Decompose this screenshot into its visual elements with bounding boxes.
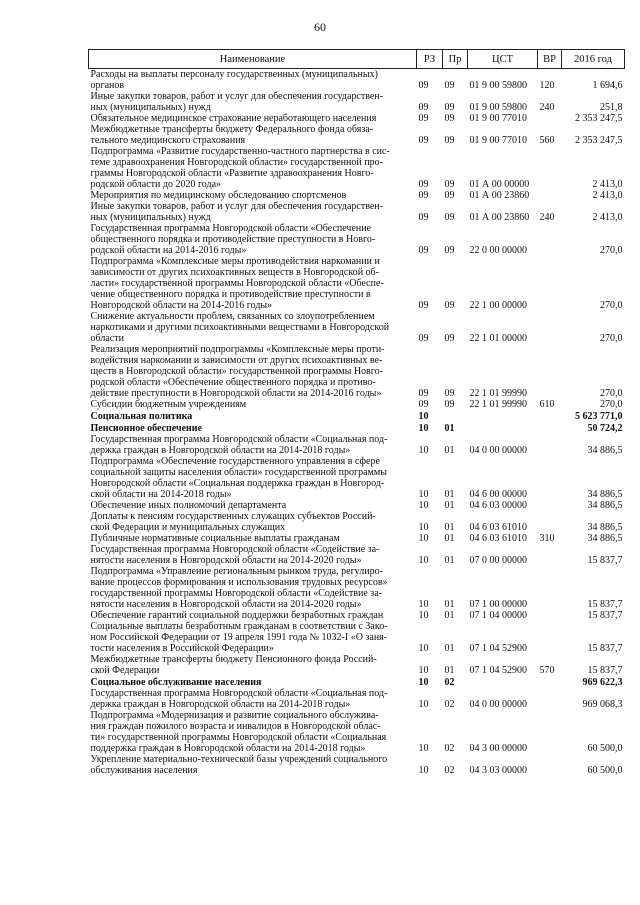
- row-cst: [468, 676, 538, 688]
- row-cst: 04 6 03 00000: [469, 500, 527, 511]
- table-row: [89, 146, 625, 190]
- table-row: [89, 256, 625, 311]
- row-vr: 610: [539, 399, 555, 410]
- row-rz: 09: [418, 102, 429, 113]
- row-rz: 10: [418, 599, 429, 610]
- table-row: [89, 434, 625, 456]
- row-name: Обеспечение гарантий социальной поддержки безработных граждан: [90, 610, 384, 621]
- row-pr: 09: [444, 212, 455, 223]
- column-header-year: 2016 год: [562, 50, 625, 69]
- row-rz: 10: [418, 445, 429, 456]
- row-name: Мероприятия по медицинскому обследованию спортсменов: [90, 190, 347, 201]
- table-row: [89, 456, 625, 500]
- row-vr: [538, 223, 562, 256]
- row-name: Подпрограмма «Комплексные меры противодействия наркомании и зависимости от других психоактивных веществ в Новгородской об- ласти» государственной программы Новгородской области «Обеспе- чение общественного порядка и противодействие преступности в Новгородской области на 2014-2016 годы»: [90, 256, 384, 311]
- row-pr: 02: [444, 677, 455, 688]
- row-amount: 270,0: [600, 245, 623, 256]
- row-pr: 09: [444, 135, 455, 146]
- row-amount: 2 413,0: [592, 179, 623, 190]
- table-row: [89, 311, 625, 344]
- row-name: Подпрограмма «Обеспечение государственного управления в сфере социальной защиты населения области» государственной программы Новгородской области «Социальная поддержка граждан в Новгород- ской области на 2014-2018 годы»: [90, 456, 387, 500]
- row-name: Иные закупки товаров, работ и услуг для обеспечения государствен- ных (муниципальных) нужд: [90, 201, 383, 223]
- row-amount: 969 068,3: [582, 699, 623, 710]
- row-pr: 01: [444, 522, 455, 533]
- row-name: Пенсионное обеспечение: [90, 423, 202, 434]
- row-cst: 04 0 00 00000: [469, 699, 527, 710]
- row-vr: [538, 500, 562, 511]
- row-pr: 09: [444, 388, 455, 399]
- row-pr: 02: [444, 743, 455, 754]
- row-cst: 04 6 00 00000: [469, 489, 527, 500]
- row-name: Государственная программа Новгородской области «Социальная под- держка граждан в Новгородской области на 2014-2018 годы»: [90, 688, 388, 710]
- row-rz: 09: [418, 212, 429, 223]
- table-body: [89, 69, 625, 777]
- table-row: [89, 688, 625, 710]
- row-name: Снижение актуальности проблем, связанных со злоупотреблением наркотиками и другими психоактивными веществами в Новгородской области: [90, 311, 390, 344]
- row-cst: 22 0 00 00000: [469, 245, 527, 256]
- row-rz: 09: [418, 399, 429, 410]
- row-name: Подпрограмма «Управление региональным рынком труда, регулиро- вание процессов формирования и использования трудовых ресурсов» государственной программы Новгородской области «Содействие за- нятости населения в Новгородской области на 2014-2020 годы»: [90, 566, 388, 610]
- table-section-row: [89, 676, 625, 688]
- row-amount: 34 886,5: [587, 500, 623, 511]
- row-vr: [538, 710, 562, 754]
- row-pr: 09: [444, 102, 455, 113]
- row-pr: 02: [444, 765, 455, 776]
- row-vr: [538, 190, 562, 201]
- row-cst: 01 9 00 59800: [469, 80, 527, 91]
- row-cst: 07 1 04 52900: [469, 643, 527, 654]
- row-amount: 34 886,5: [587, 522, 623, 533]
- table-row: [89, 113, 625, 124]
- row-name: Межбюджетные трансферты бюджету Федерального фонда обяза- тельного медицинского страхования: [90, 124, 374, 146]
- row-amount: 50 724,2: [587, 423, 623, 434]
- row-pr: 09: [444, 300, 455, 311]
- row-name: Подпрограмма «Модернизация и развитие социального обслужива- ния граждан пожилого возраста и инвалидов в Новгородской облас- ти» государственной программы Новгородской области «Социальная поддержка граждан в Новгородской области на 2014-2018 годы»: [90, 710, 387, 754]
- row-rz: 09: [418, 190, 429, 201]
- row-cst: 22 1 01 99990: [469, 399, 527, 410]
- row-pr: 02: [444, 699, 455, 710]
- row-pr: 01: [444, 423, 455, 434]
- row-rz: 10: [418, 610, 429, 621]
- row-vr: [538, 676, 562, 688]
- row-name: Расходы на выплаты персоналу государственных (муниципальных) органов: [90, 69, 378, 91]
- row-amount: 2 413,0: [592, 190, 623, 201]
- row-pr: 01: [444, 500, 455, 511]
- row-cst: 01 А 00 23860: [469, 212, 530, 223]
- row-vr: [538, 410, 562, 422]
- table-row: [89, 69, 625, 92]
- row-amount: 2 413,0: [592, 212, 623, 223]
- table-row: [89, 223, 625, 256]
- row-rz: 09: [418, 113, 429, 124]
- row-cst: [468, 410, 538, 422]
- column-header-cst: ЦСТ: [468, 50, 538, 69]
- row-rz: 10: [418, 533, 429, 544]
- row-pr: 01: [444, 665, 455, 676]
- row-amount: 1 694,6: [592, 80, 623, 91]
- table-row: [89, 544, 625, 566]
- table-row: [89, 654, 625, 676]
- row-pr: 01: [444, 610, 455, 621]
- row-amount: 270,0: [600, 300, 623, 311]
- table-row: [89, 190, 625, 201]
- table-header-row: [89, 50, 625, 69]
- row-cst: 04 6 03 61010: [469, 522, 527, 533]
- row-vr: [538, 621, 562, 654]
- row-pr: 01: [444, 489, 455, 500]
- row-name: Социальное обслуживание населения: [90, 677, 262, 688]
- row-amount: 270,0: [600, 388, 623, 399]
- row-rz: 09: [418, 388, 429, 399]
- row-name: Межбюджетные трансферты бюджету Пенсионного фонда Россий- ской Федерации: [90, 654, 377, 676]
- row-pr: 09: [444, 113, 455, 124]
- row-rz: 09: [418, 333, 429, 344]
- row-vr: [538, 688, 562, 710]
- row-pr: [443, 410, 468, 422]
- row-amount: 270,0: [600, 333, 623, 344]
- row-amount: 34 886,5: [587, 489, 623, 500]
- row-vr: [538, 256, 562, 311]
- row-cst: 07 0 00 00000: [469, 555, 527, 566]
- row-vr: 310: [539, 533, 555, 544]
- row-amount: 60 500,0: [587, 743, 623, 754]
- column-header-rz: РЗ: [417, 50, 443, 69]
- row-name: Социальные выплаты безработным гражданам в соответствии с Зако- ном Российской Федерации от 19 апреля 1991 года № 1032-I «О заня- тости населения в Российской Федерации»: [90, 621, 388, 654]
- row-amount: 60 500,0: [587, 765, 623, 776]
- row-rz: 10: [418, 500, 429, 511]
- table-row: [89, 710, 625, 754]
- row-vr: 570: [539, 665, 555, 676]
- row-cst: 22 1 01 99990: [469, 388, 527, 399]
- row-cst: 04 6 03 61010: [469, 533, 527, 544]
- table-row: [89, 201, 625, 223]
- row-rz: 10: [418, 765, 429, 776]
- row-cst: [468, 422, 538, 434]
- row-cst: 22 1 00 00000: [469, 300, 527, 311]
- row-name: Иные закупки товаров, работ и услуг для обеспечения государствен- ных (муниципальных) нужд: [90, 91, 383, 113]
- row-vr: [538, 544, 562, 566]
- row-cst: 01 А 00 23860: [469, 190, 530, 201]
- table-row: [89, 500, 625, 511]
- row-rz: 10: [418, 665, 429, 676]
- row-rz: 10: [418, 555, 429, 566]
- table-row: [89, 124, 625, 146]
- row-amount: 5 623 771,0: [575, 411, 623, 422]
- table-row: [89, 610, 625, 621]
- row-amount: 2 353 247,5: [575, 113, 623, 124]
- row-pr: 01: [444, 555, 455, 566]
- row-cst: 07 1 00 00000: [469, 599, 527, 610]
- row-vr: 120: [539, 80, 555, 91]
- row-amount: 15 837,7: [587, 643, 623, 654]
- table-row: [89, 344, 625, 399]
- row-rz: 09: [418, 300, 429, 311]
- row-pr: 01: [444, 445, 455, 456]
- table-row: [89, 754, 625, 776]
- row-vr: [538, 146, 562, 190]
- row-amount: 34 886,5: [587, 445, 623, 456]
- row-rz: 10: [418, 522, 429, 533]
- row-name: Обеспечение иных полномочий департамента: [90, 500, 287, 511]
- row-vr: 240: [539, 212, 555, 223]
- row-amount: 969 622,3: [582, 677, 623, 688]
- row-pr: 01: [444, 533, 455, 544]
- row-vr: [538, 456, 562, 500]
- row-amount: 15 837,7: [587, 555, 623, 566]
- column-header-name: Наименование: [89, 50, 417, 69]
- row-vr: [538, 434, 562, 456]
- row-cst: 04 3 03 00000: [469, 765, 527, 776]
- row-pr: 09: [444, 190, 455, 201]
- row-vr: [538, 754, 562, 776]
- row-vr: 560: [539, 135, 555, 146]
- table-section-row: [89, 410, 625, 422]
- row-rz: 09: [418, 179, 429, 190]
- row-cst: 04 0 00 00000: [469, 445, 527, 456]
- row-rz: 10: [418, 743, 429, 754]
- row-amount: 251,8: [600, 102, 623, 113]
- row-name: Публичные нормативные социальные выплаты гражданам: [90, 533, 340, 544]
- row-pr: 09: [444, 80, 455, 91]
- table-row: [89, 511, 625, 533]
- row-name: Государственная программа Новгородской области «Социальная под- держка граждан в Новгородской области на 2014-2018 годы»: [90, 434, 388, 456]
- row-vr: [538, 610, 562, 621]
- row-rz: 09: [418, 245, 429, 256]
- row-pr: 01: [444, 643, 455, 654]
- row-name: Реализация мероприятий подпрограммы «Комплексные меры проти- водействия наркомании и зависимости от других психоактивных ве- ществ в Новгородской области» государственной программы Новго- родской области «Обеспечение общественного порядка и противо- действие преступности в Новгородской области на 2014-2016 годы»: [90, 344, 385, 399]
- row-amount: 15 837,7: [587, 599, 623, 610]
- row-rz: 10: [418, 411, 429, 422]
- row-vr: [538, 422, 562, 434]
- table-row: [89, 566, 625, 610]
- row-rz: 09: [418, 135, 429, 146]
- row-pr: 09: [444, 179, 455, 190]
- row-vr: [538, 311, 562, 344]
- row-pr: 09: [444, 399, 455, 410]
- row-cst: 01 9 00 77010: [469, 135, 527, 146]
- row-vr: 240: [539, 102, 555, 113]
- row-cst: 22 1 01 00000: [469, 333, 527, 344]
- row-cst: 01 9 00 77010: [469, 113, 527, 124]
- row-rz: 10: [418, 489, 429, 500]
- row-name: Обязательное медицинское страхование неработающего населения: [90, 113, 377, 124]
- table-row: [89, 91, 625, 113]
- row-amount: 15 837,7: [587, 610, 623, 621]
- row-name: Укрепление материально-технической базы учреждений социального обслуживания населения: [90, 754, 388, 776]
- row-name: Подпрограмма «Развитие государственно-частного партнерства в сис- теме здравоохранения Новгородской области» государственной про- граммы Новгородской области «Развитие здравоохранения Новго- родской области до 2020 года»: [90, 146, 390, 190]
- row-amount: 34 886,5: [587, 533, 623, 544]
- table-section-row: [89, 422, 625, 434]
- row-vr: [538, 566, 562, 610]
- row-rz: 10: [418, 699, 429, 710]
- row-cst: 07 1 04 00000: [469, 610, 527, 621]
- budget-table: [88, 49, 625, 776]
- row-cst: 07 1 04 52900: [469, 665, 527, 676]
- row-vr: [538, 113, 562, 124]
- row-vr: [538, 344, 562, 399]
- row-name: Государственная программа Новгородской области «Содействие за- нятости населения в Новгородской области на 2014-2020 годы»: [90, 544, 380, 566]
- row-cst: 01 9 00 59800: [469, 102, 527, 113]
- row-amount: 15 837,7: [587, 665, 623, 676]
- row-cst: 04 3 00 00000: [469, 743, 527, 754]
- row-rz: 10: [418, 677, 429, 688]
- column-header-pr: Пр: [443, 50, 468, 69]
- row-name: Социальная политика: [90, 411, 193, 422]
- page-number: 60: [314, 20, 326, 34]
- row-name: Доплаты к пенсиям государственных служащих субъектов Россий- ской Федерации и муниципальных служащих: [90, 511, 376, 533]
- row-rz: 10: [418, 423, 429, 434]
- table-row: [89, 399, 625, 410]
- row-rz: 10: [418, 643, 429, 654]
- column-header-vr: ВР: [538, 50, 562, 69]
- row-cst: 01 А 00 00000: [469, 179, 530, 190]
- row-amount: 270,0: [600, 399, 623, 410]
- row-pr: 09: [444, 245, 455, 256]
- table-row: [89, 533, 625, 544]
- row-amount: 2 353 247,5: [575, 135, 623, 146]
- table-row: [89, 621, 625, 654]
- row-name: Государственная программа Новгородской области «Обеспечение общественного порядка и противодействие преступности в Новго- родской области на 2014-2016 годы»: [90, 223, 376, 256]
- row-rz: 09: [418, 80, 429, 91]
- row-pr: 09: [444, 333, 455, 344]
- row-name: Субсидии бюджетным учреждениям: [90, 399, 247, 410]
- row-vr: [538, 511, 562, 533]
- row-pr: 01: [444, 599, 455, 610]
